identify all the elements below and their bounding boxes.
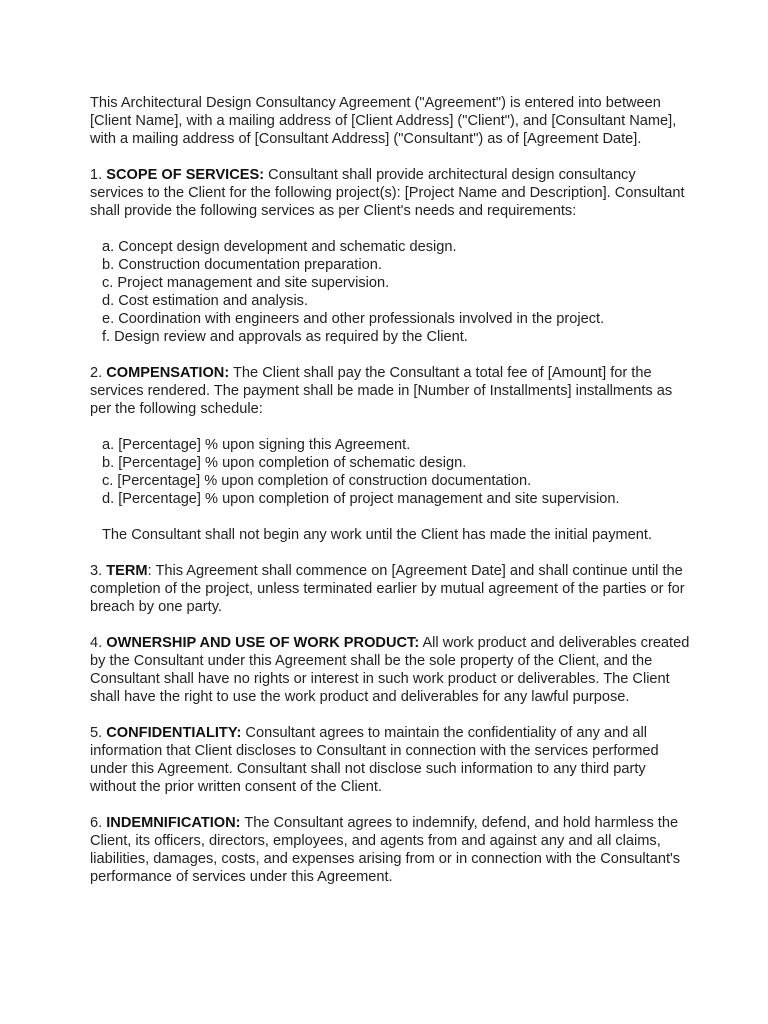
list-item: c. [Percentage] % upon completion of construction documentation. — [102, 473, 532, 489]
document-page — [90, 94, 690, 904]
payment-schedule-list — [90, 436, 690, 508]
list-item: d. Cost estimation and analysis. — [102, 293, 309, 309]
list-item: f. Design review and approvals as required by the Client. — [102, 329, 468, 345]
section-heading: TERM — [106, 563, 148, 579]
section-number: 5. — [90, 725, 103, 741]
section-scope — [90, 166, 690, 220]
intro-paragraph: This Architectural Design Consultancy Agreement ("Agreement") is entered into between [Client Name], with a mailing address of [Client Address] ("Client"), and [Consultant Name], with a mailing address of [Consultant Address] ("Consultant") as of [Agreement Date]. — [90, 95, 677, 147]
section-heading: OWNERSHIP AND USE OF WORK PRODUCT: — [106, 635, 420, 651]
section-ownership — [90, 634, 690, 706]
section-text: Consultant agrees to maintain the confidentiality of any and all information that Client discloses to Consultant in connection with the services performed under this Agreement. Consultant shall not disclose such information to any third party without the prior written consent of the Client. — [90, 725, 659, 795]
section-heading: SCOPE OF SERVICES: — [106, 167, 265, 183]
list-item: d. [Percentage] % upon completion of project management and site supervision. — [102, 491, 620, 507]
section-confidentiality — [90, 724, 690, 796]
section-compensation — [90, 364, 690, 418]
section-text: The Consultant agrees to indemnify, defend, and hold harmless the Client, its officers, directors, employees, and agents from and against any and all claims, liabilities, damages, costs, and expenses arising from or in connection with the Consultant's performance of services under this Agreement. — [90, 815, 681, 885]
section-term — [90, 562, 690, 616]
section-number: 6. — [90, 815, 103, 831]
list-item: e. Coordination with engineers and other professionals involved in the project. — [102, 311, 605, 327]
section-indemnification — [90, 814, 690, 886]
list-item: b. [Percentage] % upon completion of schematic design. — [102, 455, 467, 471]
section-heading: INDEMNIFICATION: — [106, 815, 241, 831]
section-number: 3. — [90, 563, 103, 579]
list-item: a. [Percentage] % upon signing this Agreement. — [102, 437, 411, 453]
section-number: 2. — [90, 365, 103, 381]
section-text: All work product and deliverables created by the Consultant under this Agreement shall be the sole property of the Client, and the Consultant shall have no rights or interest in such work product or deliverables. The Client shall have the right to use the work product and deliverables for any lawful purpose. — [90, 635, 690, 705]
payment-note: The Consultant shall not begin any work until the Client has made the initial payment. — [102, 527, 653, 543]
section-heading: COMPENSATION: — [106, 365, 230, 381]
section-number: 1. — [90, 167, 103, 183]
section-text: Consultant shall provide architectural design consultancy services to the Client for the following project(s): [Project Name and Description]. Consultant shall provide the following services as per Client's needs and requirements: — [90, 167, 685, 219]
scope-services-list — [90, 238, 690, 346]
section-text: The Client shall pay the Consultant a total fee of [Amount] for the services rendered. The payment shall be made in [Number of Installments] installments as per the following schedule: — [90, 365, 673, 417]
list-item: a. Concept design development and schematic design. — [102, 239, 457, 255]
section-number: 4. — [90, 635, 103, 651]
list-item: b. Construction documentation preparation. — [102, 257, 382, 273]
section-heading: CONFIDENTIALITY: — [106, 725, 242, 741]
list-item: c. Project management and site supervision. — [102, 275, 390, 291]
section-text: : This Agreement shall commence on [Agreement Date] and shall continue until the completion of the project, unless terminated earlier by mutual agreement of the parties or for breach by one party. — [90, 563, 685, 615]
